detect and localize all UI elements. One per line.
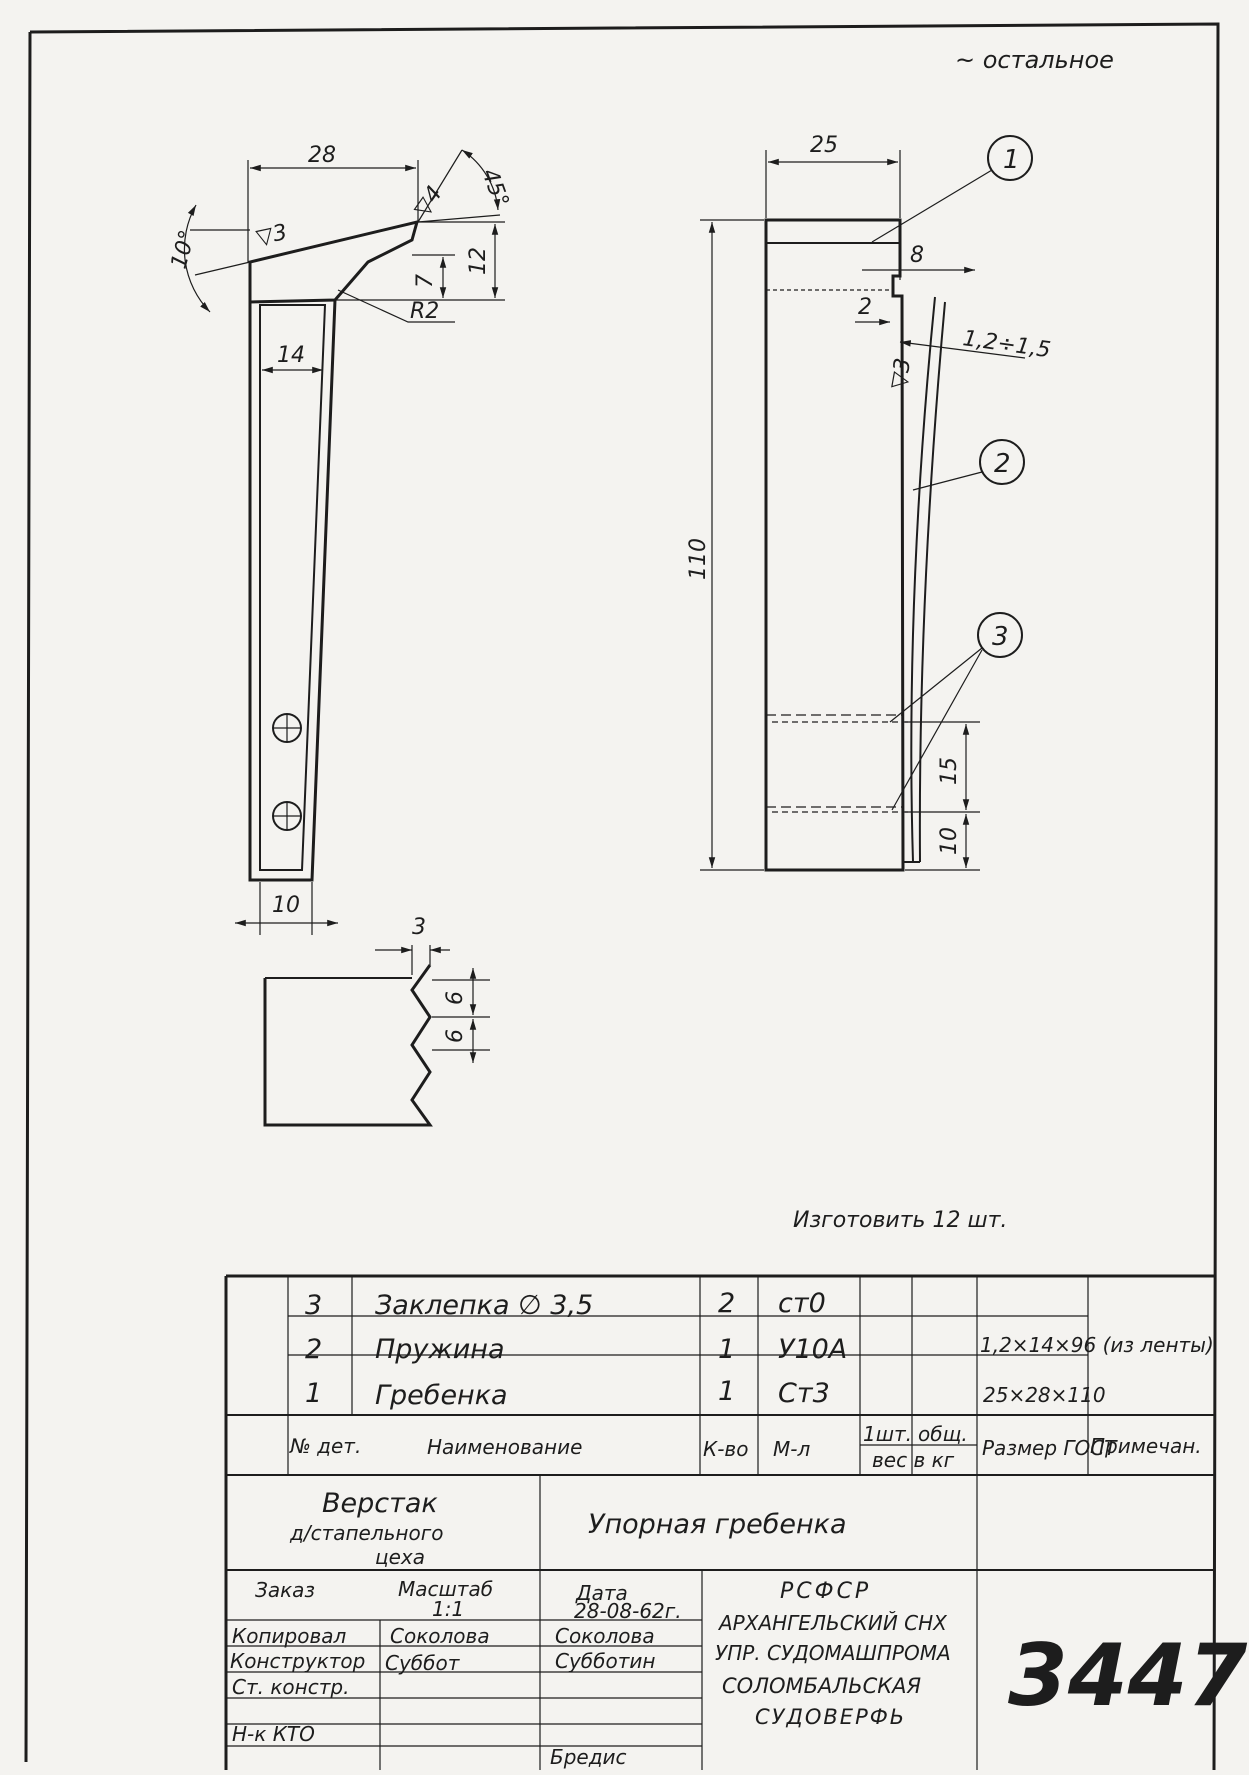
dimension-8 — [862, 243, 975, 280]
svg-text:10: 10 — [272, 893, 300, 918]
svg-text:СУДОВЕРФЬ: СУДОВЕРФЬ — [755, 1705, 907, 1729]
svg-text:10°: 10° — [166, 227, 201, 272]
svg-text:Конструктор: Конструктор — [230, 1649, 366, 1673]
roughness-mark-3: ▽3 — [254, 219, 290, 251]
scale-label: Масштаб — [398, 1577, 494, 1601]
dimension-2 — [855, 295, 890, 322]
order-label: Заказ — [255, 1578, 316, 1602]
svg-text:R2: R2 — [410, 299, 440, 324]
svg-text:7: 7 — [413, 274, 438, 288]
svg-text:6: 6 — [443, 991, 468, 1005]
roughness-mark-4: ▽4 — [409, 181, 448, 222]
svg-text:Соколова: Соколова — [555, 1624, 655, 1648]
svg-text:110: 110 — [686, 538, 711, 580]
scale-value: 1:1 — [432, 1597, 465, 1621]
svg-text:8: 8 — [910, 243, 924, 268]
svg-text:25: 25 — [810, 133, 838, 158]
svg-text:Бредис: Бредис — [550, 1745, 627, 1769]
svg-text:№ дет.: № дет. — [290, 1434, 362, 1458]
drawing-number: 3447 — [1008, 1626, 1248, 1726]
svg-text:Субботин: Субботин — [555, 1649, 656, 1673]
svg-text:Соколова: Соколова — [390, 1624, 490, 1648]
svg-text:6: 6 — [443, 1029, 468, 1043]
organization-block — [715, 1579, 951, 1729]
svg-text:2: 2 — [305, 1334, 323, 1365]
callout-2 — [913, 440, 1024, 490]
svg-text:2: 2 — [858, 295, 872, 320]
dimension-spring-thickness — [900, 326, 1052, 363]
svg-text:Пружина: Пружина — [375, 1334, 505, 1365]
comb-side-view — [250, 219, 417, 880]
drawing-title: Упорная гребенка — [588, 1509, 847, 1540]
svg-text:10: 10 — [937, 827, 962, 855]
svg-text:вес в кг: вес в кг — [872, 1448, 955, 1472]
svg-text:ст0: ст0 — [778, 1288, 826, 1319]
svg-text:3: 3 — [992, 622, 1009, 652]
svg-text:3: 3 — [412, 915, 426, 940]
svg-text:Верстак: Верстак — [322, 1488, 438, 1519]
svg-text:Размер ГОСТ: Размер ГОСТ — [982, 1436, 1117, 1460]
svg-text:25×28×110: 25×28×110 — [983, 1383, 1106, 1407]
radius-r2 — [338, 290, 455, 324]
svg-text:12: 12 — [466, 247, 491, 275]
svg-text:1шт.: 1шт. — [863, 1422, 913, 1446]
role-row — [230, 1649, 655, 1675]
svg-text:Наименование: Наименование — [427, 1435, 583, 1459]
svg-text:45°: 45° — [476, 165, 514, 211]
svg-text:РСФСР: РСФСР — [780, 1579, 872, 1604]
svg-text:цеха: цеха — [375, 1545, 426, 1569]
svg-text:3: 3 — [305, 1290, 323, 1321]
comb-front-view — [766, 220, 945, 870]
svg-text:У10А: У10А — [778, 1334, 848, 1365]
svg-text:1: 1 — [718, 1334, 736, 1365]
assembly-name — [289, 1488, 443, 1569]
svg-text:14: 14 — [277, 343, 305, 368]
svg-text:д/стапельного: д/стапельного — [290, 1521, 444, 1545]
parts-row — [305, 1333, 1214, 1365]
date-label: Дата — [576, 1581, 628, 1605]
svg-text:Копировал: Копировал — [232, 1624, 347, 1648]
tooth-profile-detail — [265, 965, 430, 1125]
svg-text:Ст3: Ст3 — [778, 1378, 830, 1409]
svg-text:М-л: М-л — [773, 1437, 811, 1461]
svg-text:общ.: общ. — [918, 1422, 968, 1446]
role-row — [232, 1675, 349, 1699]
svg-text:1,2×14×96 (из ленты): 1,2×14×96 (из ленты) — [980, 1333, 1214, 1357]
svg-text:УПР. СУДОМАШПРОМА: УПР. СУДОМАШПРОМА — [715, 1641, 951, 1665]
svg-text:28: 28 — [308, 143, 336, 168]
date-value: 28-08-62г. — [574, 1599, 682, 1623]
dimension-110 — [686, 220, 764, 870]
quantity-note: Изготовить 12 шт. — [793, 1208, 1008, 1233]
svg-text:Заклепка ∅ 3,5: Заклепка ∅ 3,5 — [375, 1290, 594, 1321]
parts-row — [305, 1376, 1106, 1411]
svg-text:Гребенка: Гребенка — [375, 1380, 508, 1411]
svg-text:Н-к КТО: Н-к КТО — [232, 1722, 315, 1746]
dimension-14 — [262, 343, 323, 370]
svg-text:1: 1 — [1003, 145, 1020, 175]
surface-finish-note: ~ остальное — [955, 46, 1114, 74]
svg-text:2: 2 — [994, 449, 1011, 479]
svg-text:1: 1 — [305, 1378, 323, 1409]
dimension-10-angle — [167, 205, 250, 312]
svg-text:СОЛОМБАЛЬСКАЯ: СОЛОМБАЛЬСКАЯ — [722, 1674, 922, 1698]
svg-text:1: 1 — [718, 1376, 736, 1407]
dimension-25 — [766, 133, 900, 218]
dimension-7 — [412, 255, 455, 298]
callout-1 — [872, 136, 1032, 242]
dimension-6-tooth — [432, 968, 490, 1063]
svg-text:2: 2 — [718, 1288, 736, 1319]
dimension-10-bottom — [235, 882, 338, 935]
svg-text:АРХАНГЕЛЬСКИЙ СНХ: АРХАНГЕЛЬСКИЙ СНХ — [719, 1611, 947, 1635]
roughness-mark-spring: ▽3 — [886, 356, 917, 392]
svg-text:1,2÷1,5: 1,2÷1,5 — [961, 326, 1053, 364]
svg-text:К-во: К-во — [703, 1437, 749, 1461]
parts-header — [289, 1422, 1202, 1472]
svg-text:Ст. констр.: Ст. констр. — [232, 1675, 350, 1699]
role-row — [232, 1624, 655, 1648]
svg-text:Примечан.: Примечан. — [1090, 1434, 1202, 1458]
svg-text:Суббот: Суббот — [385, 1651, 460, 1675]
dimension-3-tooth — [375, 915, 450, 975]
svg-text:15: 15 — [937, 757, 962, 785]
